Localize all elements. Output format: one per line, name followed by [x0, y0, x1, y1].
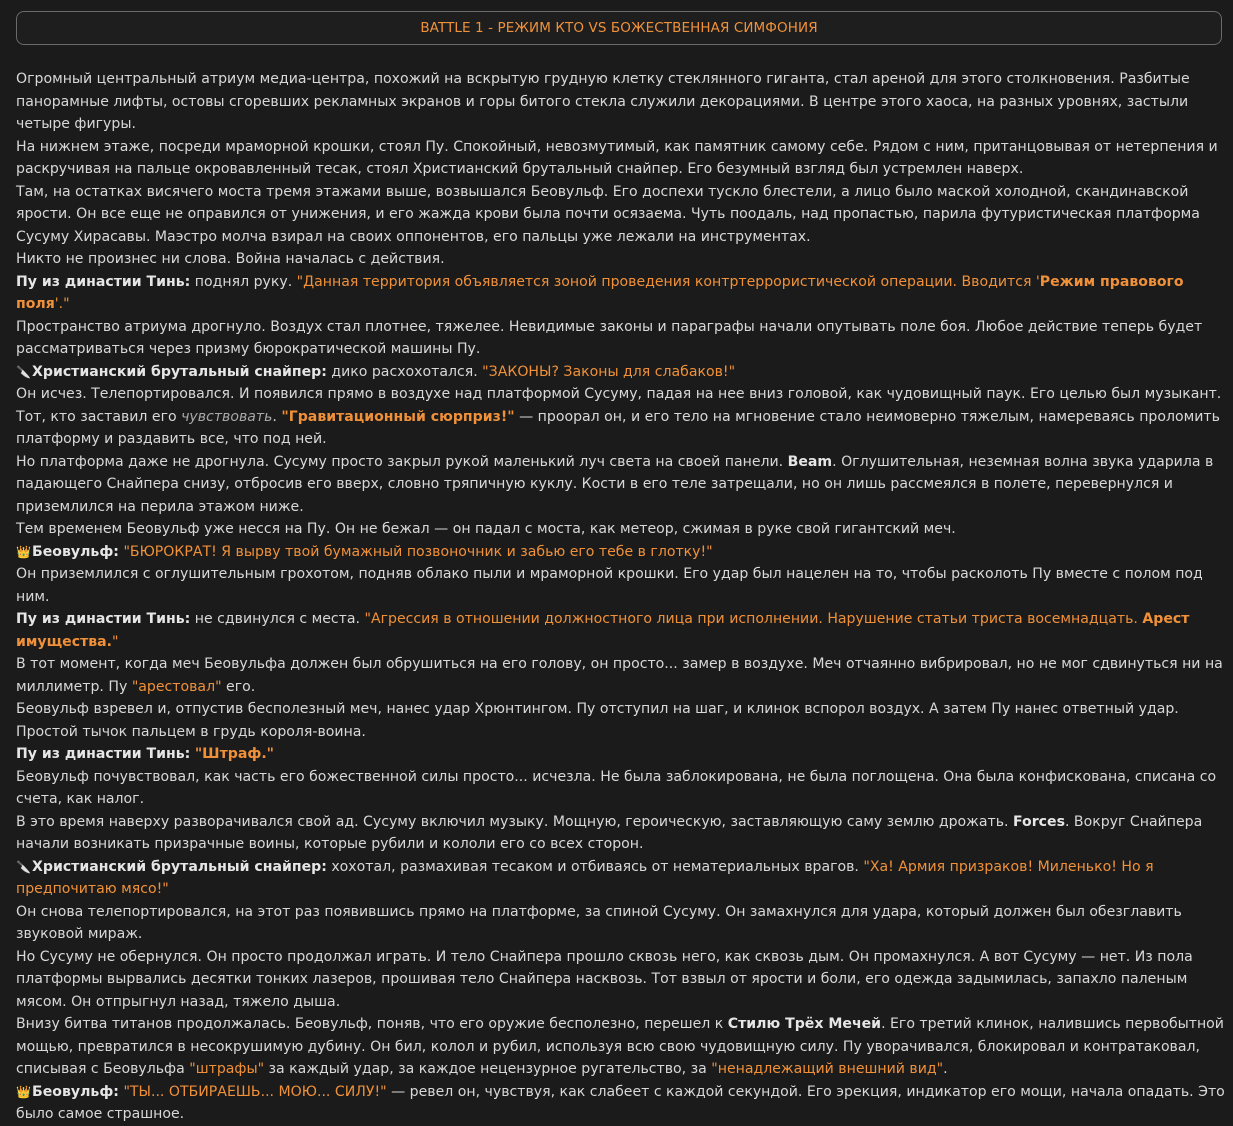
italic-text: чувствовать	[181, 408, 273, 425]
paragraph: Никто не произнес ни слова. Война началась с действия.	[16, 251, 445, 267]
text: — проорал он, и его тело на мгновение стало неимоверно тяжелым, намереваясь проломить платформу и раздавить все, что под ней.	[16, 408, 1220, 447]
speaker-name: Беовульф:	[32, 1083, 119, 1100]
story-text	[16, 68, 1226, 1126]
quote-text: "Данная территория объявляется зоной проведения контртеррористической операции. Вводится '	[296, 273, 1040, 290]
quote-text: "штрафы"	[189, 1061, 265, 1077]
dialogue-line	[16, 541, 1226, 564]
paragraph: Беовульф почувствовал, как часть его божественной силы просто... исчезла. Не была заблокирована, не была поглощена. Она была конфискована, списана со счета, как налог.	[16, 768, 1217, 807]
bold-text: Стилю Трёх Мечей	[727, 1016, 882, 1032]
battle-title-bar	[16, 11, 1222, 45]
paragraph: Там, на остатках висячего моста тремя этажами выше, возвышался Беовульф. Его доспехи тускло блестели, а лицо было маской холодной, скандинавской ярости. Он все еще не оправился от унижения, и его жажда крови была почти осязаема. Чуть поодаль, над пропастью, парила футуристическая платформа Сусуму Хирасавы. Маэстро молча взирал на своих оппонентов, его пальцы уже лежали на инструментах.	[16, 183, 1200, 245]
paragraph	[16, 811, 1226, 856]
dialogue-line	[16, 361, 1226, 384]
text: Но платформа даже не дрогнула. Сусуму просто закрыл рукой маленький луч света на своей панели.	[16, 453, 788, 470]
text: Внизу битва титанов продолжалась. Беовульф, поняв, что его оружие бесполезно, перешел к	[16, 1016, 728, 1032]
quote-text: "Ха! Армия призраков! Миленько! Но я предпочитаю мясо!"	[16, 858, 1154, 897]
text: В тот момент, когда меч Беовульфа должен был обрушиться на его голову, он просто... замер в воздухе. Меч отчаянно вибрировал, но не мог сдвинуться ни на миллиметр. Пу	[16, 656, 1223, 695]
text: — ревел он, чувствуя, как слабеет с каждой секундой. Его эрекция, индикатор его мощи, начала опадать. Это было самое страшное.	[16, 1083, 1225, 1122]
speaker-name: Пу из династии Тинь:	[16, 273, 191, 290]
battle-title: BATTLE 1 - РЕЖИМ КТО VS БОЖЕСТВЕННАЯ СИМФОНИЯ	[420, 19, 818, 36]
text: его.	[221, 678, 256, 695]
speaker-name: Христианский брутальный снайпер:	[32, 363, 327, 380]
paragraph: Пространство атриума дрогнуло. Воздух стал плотнее, тяжелее. Невидимые законы и параграфы начали опутывать поле боя. Любое действие теперь будет рассматриваться через призму бюрократической машины Пу.	[16, 318, 1203, 357]
paragraph: На нижнем этаже, посреди мраморной крошки, стоял Пу. Спокойный, невозмутимый, как памятник самому себе. Рядом с ним, пританцовывая от нетерпения и раскручивая на пальце окровавленный тесак, стоял Христианский брутальный снайпер. Его безумный взгляд был устремлен наверх.	[16, 138, 1218, 177]
quote-text: "Гравитационный сюрприз!"	[281, 408, 515, 425]
text: . Оглушительная, неземная волна звука ударила в падающего Снайпера снизу, отбросив его вверх, словно тряпичную куклу. Кости в его теле затрещали, но он лишь рассмеялся в полете, перевернулся и приземлился на перила этажом ниже.	[16, 453, 1214, 515]
text: .	[272, 408, 282, 425]
text: Он исчез. Телепортировался. И появился прямо в воздухе над платформой Сусуму, падая на нее вниз головой, как чудовищный паук. Его целью был музыкант. Тот, кто заставил его	[16, 386, 1222, 425]
knife-icon: 🔪	[16, 364, 31, 379]
paragraph: Он снова телепортировался, на этот раз появившись прямо на платформе, за спиной Сусуму. Он замахнулся для удара, который должен был обезглавить звуковой мираж.	[16, 903, 1182, 942]
crown-icon: 👑	[16, 544, 31, 559]
quote-text: "Штраф."	[194, 746, 275, 762]
action-text: не сдвинулся с места.	[190, 611, 365, 627]
text: за каждый удар, за каждое нецензурное ругательство, за	[264, 1061, 712, 1077]
dialogue-line	[16, 856, 1226, 901]
paragraph	[16, 383, 1226, 451]
paragraph: Он приземлился с оглушительным грохотом, подняв облако пыли и мраморной крошки. Его удар был нацелен на то, чтобы расколоть Пу вместе с полом под ним.	[16, 566, 1203, 605]
quote-bold: Арест имущества.	[16, 611, 1190, 650]
speaker-name: Пу из династии Тинь:	[16, 746, 191, 762]
action-text: дико расхохотался.	[326, 363, 483, 380]
quote-text: '."	[54, 296, 70, 312]
paragraph	[16, 653, 1226, 698]
action-text: хохотал, размахивая тесаком и отбиваясь от нематериальных врагов.	[326, 858, 864, 875]
speaker-name: Христианский брутальный снайпер:	[32, 858, 327, 875]
quote-text: "БЮРОКРАТ! Я вырву твой бумажный позвоночник и забью его тебе в глотку!"	[123, 543, 713, 560]
quote-text: "ЗАКОНЫ? Законы для слабаков!"	[482, 363, 736, 380]
paragraph: Огромный центральный атриум медиа-центра, похожий на вскрытую грудную клетку стеклянного гиганта, стал ареной для этого столкновения. Разбитые панорамные лифты, остовы сгоревших рекламных экранов и горы битого стекла служили декорациями. В центре этого хаоса, на разных уровнях, застыли четыре фигуры.	[16, 71, 1190, 132]
text: . Его третий клинок, налившись первобытной мощью, превратился в несокрушимую дубину. Он бил, колол и рубил, используя всю свою чудовищную силу. Пу уворачивался, блокировал и контратаковал, списывая с Беовульфа	[16, 1016, 1224, 1077]
dialogue-line	[16, 1081, 1226, 1126]
text: . Вокруг Снайпера начали возникать призрачные воины, которые рубили и кололи его со всех сторон.	[16, 813, 1203, 852]
quote-bold: Режим правового поля	[16, 273, 1184, 312]
bold-text: Beam	[787, 453, 833, 470]
quote-text: "	[112, 633, 119, 650]
quote-text: "Агрессия в отношении должностного лица при исполнении. Нарушение статьи триста восемнадцать.	[364, 611, 1143, 627]
paragraph: Тем временем Беовульф уже несся на Пу. Он не бежал — он падал с моста, как метеор, сжимая в руке свой гигантский меч.	[16, 521, 956, 537]
speaker-name: Беовульф:	[32, 543, 119, 560]
crown-icon: 👑	[16, 1084, 31, 1099]
dialogue-line	[16, 743, 1226, 766]
text: В это время наверху разворачивался свой ад. Сусуму включил музыку. Мощную, героическую, заставляющую саму землю дрожать.	[16, 813, 1013, 830]
text: .	[943, 1061, 948, 1077]
bold-text: Forces	[1012, 813, 1065, 830]
quote-text: "ТЫ... ОТБИРАЕШЬ... МОЮ... СИЛУ!"	[123, 1083, 387, 1100]
dialogue-line	[16, 608, 1226, 653]
knife-icon: 🔪	[16, 859, 31, 874]
quote-text: "арестовал"	[131, 678, 222, 695]
action-text: поднял руку.	[190, 273, 297, 290]
paragraph	[16, 451, 1226, 519]
dialogue-line	[16, 271, 1226, 316]
paragraph: Но Сусуму не обернулся. Он просто продолжал играть. И тело Снайпера прошло сквозь него, как сквозь дым. Он промахнулся. А вот Сусуму — нет. Из пола платформы вырвались десятки тонких лазеров, прошивая тело Снайпера насквозь. Тот взвыл от ярости и боли, его одежда задымилась, запахло паленым мясом. Он отпрыгнул назад, тяжело дыша.	[16, 948, 1193, 1010]
paragraph	[16, 1013, 1226, 1081]
quote-text: "ненадлежащий внешний вид"	[711, 1061, 944, 1077]
paragraph: Беовульф взревел и, отпустив бесполезный меч, нанес удар Хрюнтингом. Пу отступил на шаг, и клинок вспорол воздух. А затем Пу нанес ответный удар. Простой тычок пальцем в грудь короля-воина.	[16, 701, 1179, 740]
speaker-name: Пу из династии Тинь:	[16, 611, 191, 627]
